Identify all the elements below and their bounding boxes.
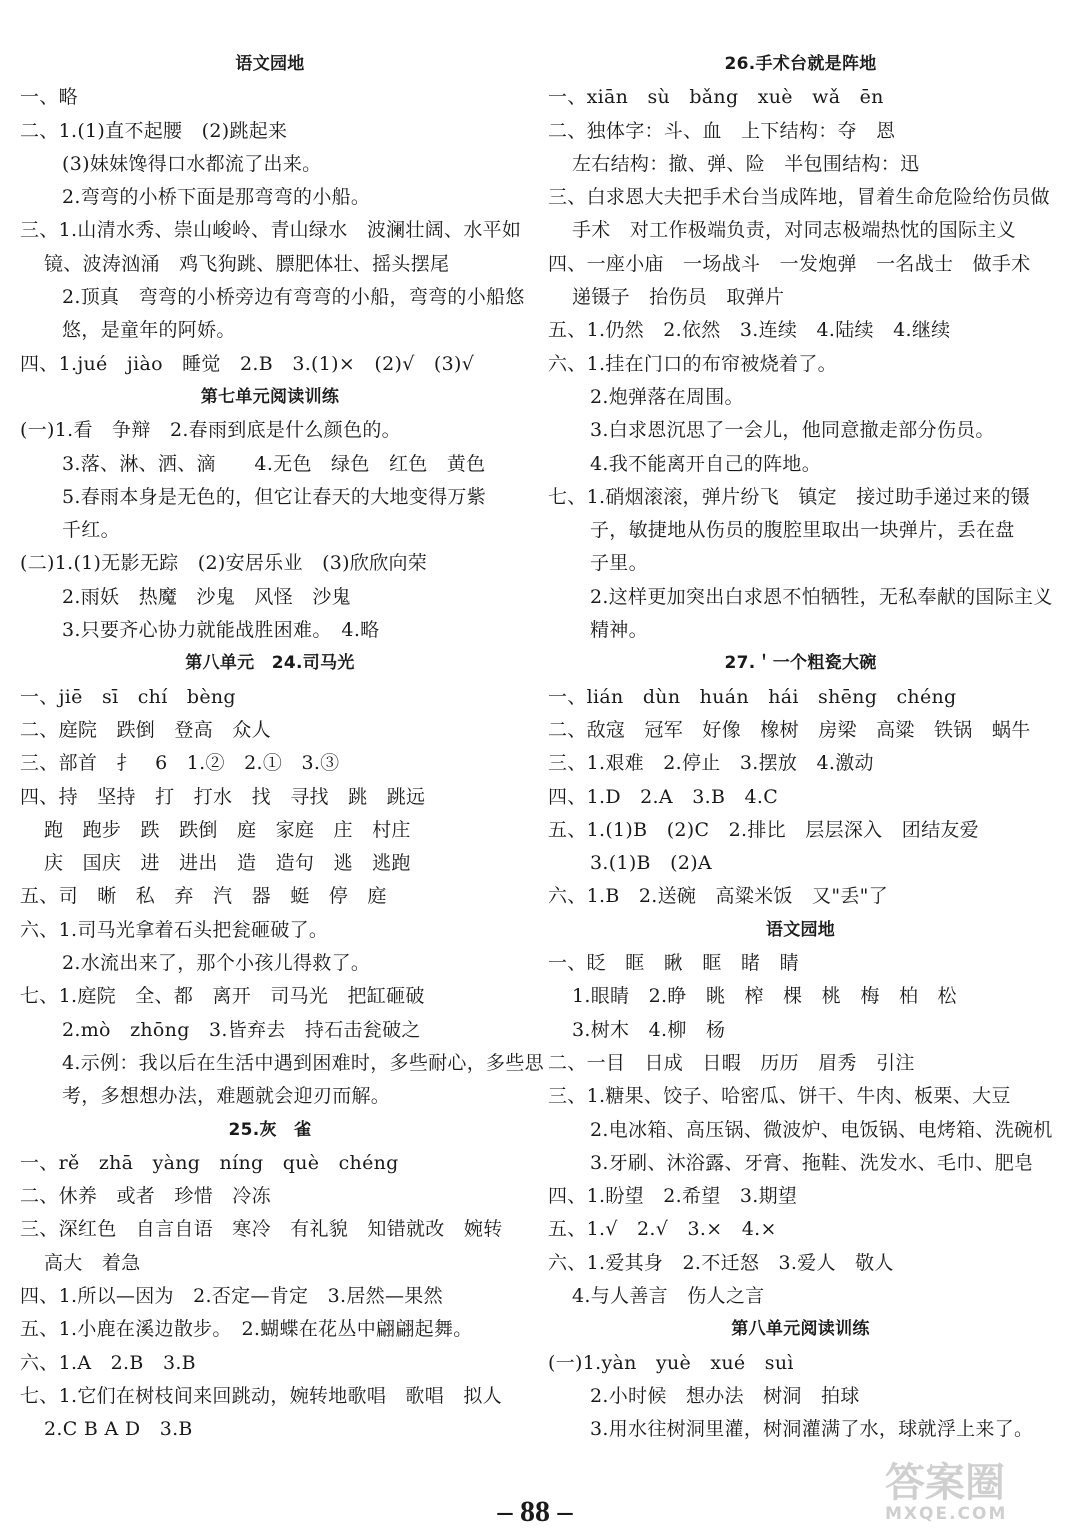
answer-line: 二、独体字：斗、血 上下结构：夺 恩 xyxy=(548,119,896,142)
watermark-sub: MXQE.COM xyxy=(885,1504,1008,1524)
section-heading: 语文园地 xyxy=(765,919,836,940)
answer-line: 4.我不能离开自己的阵地。 xyxy=(590,452,822,475)
answer-line: 5.春雨本身是无色的，但它让春天的大地变得万紫 xyxy=(62,485,487,508)
answer-line: 四、持 坚持 打 打水 找 寻找 跳 跳远 xyxy=(20,785,426,808)
answer-line: 四、一座小庙 一场战斗 一发炮弹 一名战士 做手术 xyxy=(548,252,1031,275)
answer-line: (二)1.(1)无影无踪 (2)安居乐业 (3)欣欣向荣 xyxy=(20,552,428,575)
answer-line: 四、1.D 2.A 3.B 4.C xyxy=(548,785,779,808)
answer-line: 3.落、淋、洒、滴 4.无色 绿色 红色 黄色 xyxy=(62,452,486,475)
answer-line: 精神。 xyxy=(590,619,648,642)
answer-line: 二、1.(1)直不起腰 (2)跳起来 xyxy=(20,119,288,142)
watermark-logo xyxy=(885,1462,1060,1532)
answer-line: 2.顶真 弯弯的小桥旁边有弯弯的小船，弯弯的小船悠 xyxy=(62,286,525,309)
answer-line: 2.mò zhōng 3.皆弃去 持石击瓮破之 xyxy=(62,1018,421,1041)
answer-line: 一、眨 眶 瞅 眶 睹 睛 xyxy=(548,952,799,975)
answer-line: 五、司 晰 私 弃 汽 器 蜓 停 庭 xyxy=(20,885,387,908)
answer-line: 三、1.山清水秀、崇山峻岭、青山绿水 波澜壮阔、水平如 xyxy=(20,219,522,242)
answer-line: 二、敌寇 冠军 好像 橡树 房梁 高粱 铁锅 蜗牛 xyxy=(548,718,1031,741)
answer-line: 二、庭院 跌倒 登高 众人 xyxy=(20,718,271,741)
left-column xyxy=(20,48,544,1446)
page-number: – 88 – xyxy=(497,1495,573,1528)
answer-line: 2.小时候 想办法 树洞 拍球 xyxy=(590,1384,860,1407)
answer-line: 子里。 xyxy=(590,552,648,575)
answer-line: 七、1.硝烟滚滚，弹片纷飞 镇定 接过助手递过来的镊 xyxy=(548,485,1030,508)
answer-line: 3.只要齐心协力就能战胜困难。 4.略 xyxy=(62,619,380,642)
answer-line: 五、1.√ 2.√ 3.× 4.× xyxy=(548,1218,777,1241)
answer-line: 子，敏捷地从伤员的腹腔里取出一块弹片，丢在盘 xyxy=(590,519,1015,542)
section-heading: 语文园地 xyxy=(235,54,305,74)
answer-line: 2.电冰箱、高压锅、微波炉、电饭锅、电烤箱、洗碗机 xyxy=(590,1118,1053,1141)
answer-line: 五、1.仍然 2.依然 3.连续 4.陆续 4.继续 xyxy=(548,319,951,342)
answer-line: 五、1.(1)B (2)C 2.排比 层层深入 团结友爱 xyxy=(548,818,979,841)
answer-line: 镜、波涛汹涌 鸡飞狗跳、膘肥体壮、摇头摆尾 xyxy=(44,252,450,275)
answer-line: 一、jiē sī chí bèng xyxy=(20,685,236,708)
answer-line: 六、1.A 2.B 3.B xyxy=(20,1351,196,1374)
section-heading: 第七单元阅读训练 xyxy=(200,386,340,407)
watermark-main: 答案圈 xyxy=(885,1460,1005,1506)
answer-line: 三、1.糖果、饺子、哈密瓜、饼干、牛肉、板栗、大豆 xyxy=(548,1085,1011,1108)
answer-line: 2.弯弯的小桥下面是那弯弯的小船。 xyxy=(62,186,371,209)
answer-line: 3.(1)B (2)A xyxy=(590,852,712,875)
answer-line: 七、1.它们在树枝间来回跳动，婉转地歌唱 歌唱 拟人 xyxy=(20,1384,502,1407)
answer-line: 2.炮弹落在周围。 xyxy=(590,385,744,408)
answer-line: 3.牙刷、沐浴露、牙膏、拖鞋、洗发水、毛巾、肥皂 xyxy=(590,1151,1034,1174)
answer-line: 五、1.小鹿在溪边散步。 2.蝴蝶在花丛中翩翩起舞。 xyxy=(20,1318,473,1341)
answer-line: 2.雨妖 热魔 沙鬼 风怪 沙鬼 xyxy=(62,585,351,608)
answer-line: 六、1.挂在门口的布帘被烧着了。 xyxy=(548,352,837,375)
answer-line: (一)1.yàn yuè xué suì xyxy=(548,1351,794,1374)
answer-line: 三、白求恩大夫把手术台当成阵地，冒着生命危险给伤员做 xyxy=(548,186,1050,209)
answer-line: (一)1.看 争辩 2.春雨到底是什么颜色的。 xyxy=(20,419,401,442)
answer-line: 庆 国庆 进 进出 造 造句 逃 逃跑 xyxy=(44,852,411,875)
answer-line: 手术 对工作极端负责，对同志极端热忱的国际主义 xyxy=(572,219,1016,242)
answer-line: 2.这样更加突出白求恩不怕牺牲，无私奉献的国际主义 xyxy=(590,585,1053,608)
answer-line: 一、rě zhā yàng níng què chéng xyxy=(20,1151,399,1174)
section-heading: 25.灰 雀 xyxy=(228,1119,312,1140)
answer-line: 2.C B A D 3.B xyxy=(44,1418,193,1441)
answer-line: 三、深红色 自言自语 寒冷 有礼貌 知错就改 婉转 xyxy=(20,1218,503,1241)
answer-line: 四、1.所以—因为 2.否定—肯定 3.居然—果然 xyxy=(20,1284,443,1307)
section-heading: 27.＇一个粗瓷大碗 xyxy=(724,653,877,674)
answer-line: 考，多想想办法，难题就会迎刃而解。 xyxy=(62,1085,391,1108)
answer-line: 高大 着急 xyxy=(44,1251,141,1274)
answer-line: 二、一目 日成 日暇 历历 眉秀 引注 xyxy=(548,1051,915,1074)
answer-line: 四、1.盼望 2.希望 3.期望 xyxy=(548,1185,798,1208)
answer-line: 三、部首 扌 6 1.② 2.① 3.③ xyxy=(20,752,340,775)
answer-line: 3.白求恩沉思了一会儿，他同意撤走部分伤员。 xyxy=(590,419,995,442)
answer-line: 一、xiān sù bǎng xuè wǎ ēn xyxy=(548,86,884,109)
answer-line: 跑 跑步 跌 跌倒 庭 家庭 庄 村庄 xyxy=(44,818,411,841)
answer-line: 递镊子 抬伤员 取弹片 xyxy=(572,286,785,309)
answer-line: 1.眼睛 2.睁 眺 榨 棵 桃 梅 柏 松 xyxy=(572,985,957,1008)
right-column xyxy=(548,48,1053,1446)
answer-line: 2.水流出来了，那个小孩儿得救了。 xyxy=(62,952,371,975)
answer-line: 千红。 xyxy=(62,519,120,542)
answer-line: 4.与人善言 伤人之言 xyxy=(572,1284,765,1307)
answer-line: 左右结构：撤、弹、险 半包围结构：迅 xyxy=(572,152,920,175)
answer-line: 六、1.B 2.送碗 高粱米饭 又"丢"了 xyxy=(548,885,888,908)
answer-line: 六、1.爱其身 2.不迁怒 3.爱人 敬人 xyxy=(548,1251,894,1274)
answer-line: 一、lián dùn huán hái shēng chéng xyxy=(548,685,957,708)
answer-line: 三、1.艰难 2.停止 3.摆放 4.激动 xyxy=(548,752,874,775)
answer-line: 二、休养 或者 珍惜 冷冻 xyxy=(20,1185,271,1208)
answer-line: 3.树木 4.柳 杨 xyxy=(572,1018,726,1041)
answer-line: 四、1.jué jiào 睡觉 2.B 3.(1)× (2)√ (3)√ xyxy=(20,352,475,375)
answer-line: 一、略 xyxy=(20,86,78,109)
section-heading: 26.手术台就是阵地 xyxy=(724,54,877,74)
answer-line: 4.示例：我以后在生活中遇到困难时，多些耐心，多些思 xyxy=(62,1051,544,1074)
answer-line: 六、1.司马光拿着石头把瓮砸破了。 xyxy=(20,918,329,941)
answer-line: (3)妹妹馋得口水都流了出来。 xyxy=(62,152,322,175)
section-heading: 第八单元阅读训练 xyxy=(731,1319,870,1340)
answer-line: 七、1.庭院 全、都 离开 司马光 把缸砸破 xyxy=(20,985,425,1008)
section-heading: 第八单元 24.司马光 xyxy=(185,653,355,674)
answer-line: 悠，是童年的阿娇。 xyxy=(62,319,236,342)
answer-line: 3.用水往树洞里灌，树洞灌满了水，球就浮上来了。 xyxy=(590,1418,1034,1441)
